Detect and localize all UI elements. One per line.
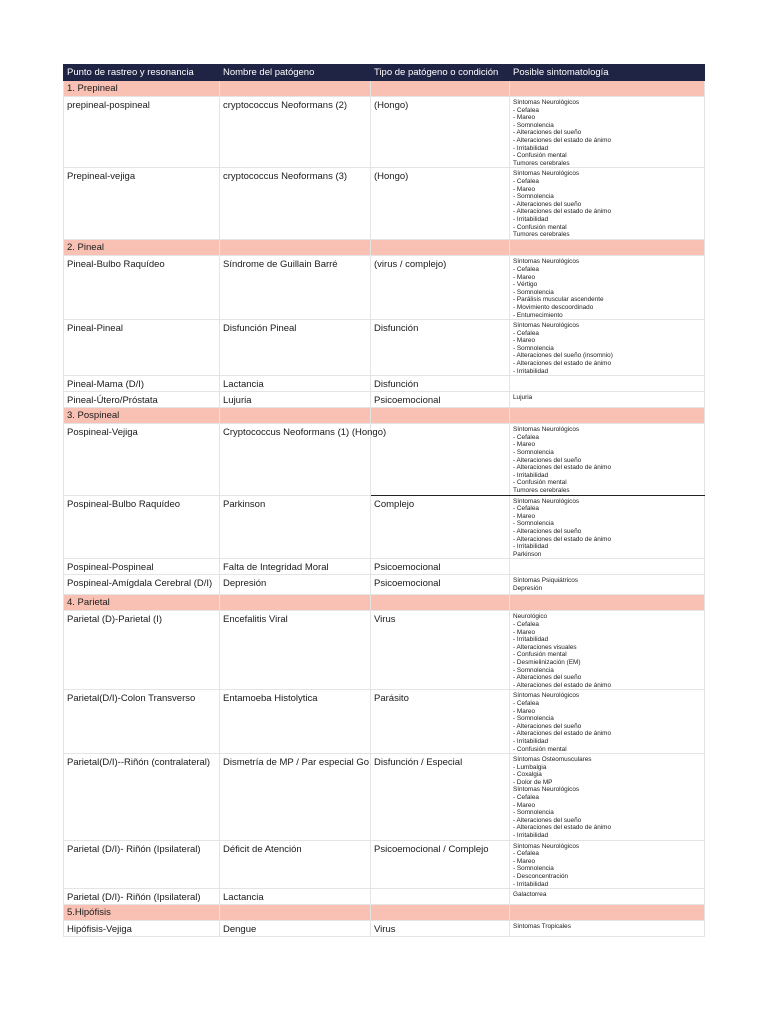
section-empty-cell bbox=[220, 408, 371, 424]
cell-nombre: Dismetría de MP / Par especial Go bbox=[220, 754, 371, 841]
cell-sintomas bbox=[510, 921, 705, 937]
cell-tipo: Psicoemocional bbox=[371, 392, 510, 408]
table-row bbox=[64, 611, 705, 690]
section-empty-cell bbox=[371, 240, 510, 256]
symptom-line: - Somnolencia bbox=[513, 344, 554, 352]
section-empty-cell bbox=[220, 81, 371, 97]
symptom-line: - Alteraciones del sueño (insomnio) bbox=[513, 352, 613, 360]
cell-tipo: (Hongo) bbox=[371, 168, 510, 240]
symptom-line: - Mareo bbox=[513, 273, 536, 281]
section-empty-cell bbox=[220, 595, 371, 611]
header-nombre: Nombre del patógeno bbox=[220, 65, 371, 81]
cell-sintomas bbox=[510, 611, 705, 690]
cell-punto: Pospineal-Bulbo Raquídeo bbox=[64, 495, 220, 559]
section-empty-cell bbox=[510, 595, 705, 611]
table-row bbox=[64, 424, 705, 495]
symptom-line: Síntomas Neurológicos bbox=[513, 426, 580, 434]
cell-sintomas bbox=[510, 559, 705, 575]
pathogen-table bbox=[63, 64, 705, 937]
symptom-line: - Alteraciones del sueño bbox=[513, 456, 582, 464]
symptom-line: - Desmielinización (EM) bbox=[513, 658, 581, 666]
cell-sintomas bbox=[510, 754, 705, 841]
symptom-line: - Alteraciones del estado de ánimo bbox=[513, 535, 612, 543]
cell-punto: Pospineal-Pospineal bbox=[64, 559, 220, 575]
symptom-line: - Somnolencia bbox=[513, 121, 554, 129]
table-row bbox=[64, 754, 705, 841]
symptom-line: Parkinson bbox=[513, 550, 542, 558]
symptom-line: - Irritabilidad bbox=[513, 367, 549, 375]
cell-nombre: cryptococcus Neoformans (2) bbox=[220, 97, 371, 168]
cell-punto: Pospineal-Vejiga bbox=[64, 424, 220, 495]
section-empty-cell bbox=[510, 240, 705, 256]
cell-nombre: cryptococcus Neoformans (3) bbox=[220, 168, 371, 240]
cell-tipo: Disfunción bbox=[371, 320, 510, 376]
symptom-line: Síntomas Neurológicos bbox=[513, 258, 580, 266]
table-row bbox=[64, 97, 705, 168]
symptom-line: - Confusión mental bbox=[513, 223, 567, 231]
cell-tipo: (Hongo) bbox=[371, 97, 510, 168]
cell-sintomas bbox=[510, 256, 705, 320]
cell-punto: Pospineal-Amígdala Cerebral (D/I) bbox=[64, 575, 220, 595]
symptom-line: - Vértigo bbox=[513, 281, 538, 289]
symptom-line: Neurológico bbox=[513, 613, 548, 621]
symptom-line: - Cefalea bbox=[513, 850, 539, 858]
table-row bbox=[64, 320, 705, 376]
cell-tipo: Psicoemocional / Complejo bbox=[371, 840, 510, 889]
cell-sintomas bbox=[510, 575, 705, 595]
symptom-line: - Irritabilidad bbox=[513, 880, 549, 888]
symptom-line: - Alteraciones del estado de ánimo bbox=[513, 464, 612, 472]
cell-nombre: Déficit de Atención bbox=[220, 840, 371, 889]
symptom-line: - Alteraciones del sueño bbox=[513, 816, 582, 824]
cell-nombre: Falta de Integridad Moral bbox=[220, 559, 371, 575]
symptom-line: Síntomas Neurológicos bbox=[513, 692, 580, 700]
cell-sintomas bbox=[510, 495, 705, 559]
symptom-line: - Somnolencia bbox=[513, 288, 554, 296]
symptom-line: - Mareo bbox=[513, 337, 536, 345]
symptom-line: - Cefalea bbox=[513, 106, 539, 114]
cell-tipo: Parásito bbox=[371, 690, 510, 754]
symptom-line: - Alteraciones del estado de ánimo bbox=[513, 730, 612, 738]
symptom-line: - Alteraciones del sueño bbox=[513, 200, 582, 208]
cell-nombre: Dengue bbox=[220, 921, 371, 937]
table-row bbox=[64, 392, 705, 408]
cell-sintomas bbox=[510, 320, 705, 376]
table-row bbox=[64, 256, 705, 320]
section-empty-cell bbox=[371, 408, 510, 424]
section-row bbox=[64, 595, 705, 611]
symptom-line: - Alteraciones del estado de ánimo bbox=[513, 681, 612, 689]
symptom-line: - Cefalea bbox=[513, 329, 539, 337]
symptom-line: - Alteraciones del estado de ánimo bbox=[513, 136, 612, 144]
cell-tipo: Complejo bbox=[371, 495, 510, 559]
symptom-line: - Cefalea bbox=[513, 265, 539, 273]
symptom-line: Síntomas Neurológicos bbox=[513, 170, 580, 178]
symptom-line: - Confusión mental bbox=[513, 745, 567, 753]
symptom-line: Síntomas Neurológicos bbox=[513, 497, 580, 505]
symptom-line: - Cefalea bbox=[513, 177, 539, 185]
symptom-line: - Cefalea bbox=[513, 505, 539, 513]
table-row bbox=[64, 559, 705, 575]
cell-punto: Prepineal-vejiga bbox=[64, 168, 220, 240]
symptom-line: - Mareo bbox=[513, 185, 536, 193]
symptom-line: Tumores cerebrales bbox=[513, 159, 570, 167]
symptom-line: - Desconcentración bbox=[513, 873, 569, 880]
section-title: 5.Hipófisis bbox=[64, 905, 220, 921]
symptom-line: - Confusión mental bbox=[513, 152, 567, 160]
cell-nombre: Cryptococcus Neoformans (1) (Hongo) bbox=[220, 424, 371, 495]
symptom-line: - Irritabilidad bbox=[513, 832, 549, 840]
cell-punto: Pineal-Pineal bbox=[64, 320, 220, 376]
header-tipo: Tipo de patógeno o condición bbox=[371, 65, 510, 81]
cell-tipo: Disfunción bbox=[371, 376, 510, 392]
cell-punto: Parietal (D/I)- Riñón (Ipsilateral) bbox=[64, 889, 220, 905]
symptom-line: Síntomas Tropicales bbox=[513, 923, 571, 931]
cell-nombre: Depresión bbox=[220, 575, 371, 595]
cell-tipo: Virus bbox=[371, 921, 510, 937]
symptom-line: - Alteraciones del estado de ánimo bbox=[513, 208, 612, 216]
symptom-line: Síntomas Neurológicos bbox=[513, 322, 580, 330]
cell-nombre: Entamoeba Histolytica bbox=[220, 690, 371, 754]
cell-sintomas bbox=[510, 889, 705, 905]
symptom-line: Tumores cerebrales bbox=[513, 231, 570, 239]
table-row bbox=[64, 376, 705, 392]
symptom-line: - Alteraciones del sueño bbox=[513, 527, 582, 535]
symptom-line: - Alteraciones del estado de ánimo bbox=[513, 360, 612, 368]
symptom-line: - Cefalea bbox=[513, 699, 539, 707]
cell-nombre: Lactancia bbox=[220, 889, 371, 905]
symptom-line: - Irritabilidad bbox=[513, 471, 549, 479]
symptom-line: - Somnolencia bbox=[513, 193, 554, 201]
symptom-line: - Somnolencia bbox=[513, 715, 554, 723]
section-empty-cell bbox=[371, 905, 510, 921]
symptom-line: Síntomas Psiquiátricos bbox=[513, 577, 578, 585]
table-row bbox=[64, 168, 705, 240]
table-row bbox=[64, 690, 705, 754]
symptom-line: - Irritabilidad bbox=[513, 144, 549, 152]
section-empty-cell bbox=[510, 81, 705, 97]
symptom-line: - Cefalea bbox=[513, 794, 539, 802]
symptom-line: - Mareo bbox=[513, 801, 536, 809]
section-empty-cell bbox=[371, 595, 510, 611]
header-punto: Punto de rastreo y resonancia bbox=[64, 65, 220, 81]
table-row bbox=[64, 921, 705, 937]
symptom-line: - Confusión mental bbox=[513, 651, 567, 659]
section-empty-cell bbox=[220, 240, 371, 256]
cell-punto: Parietal(D/I)--Riñón (contralateral) bbox=[64, 754, 220, 841]
symptom-line: - Confusión mental bbox=[513, 479, 567, 487]
symptom-line: - Somnolencia bbox=[513, 865, 554, 873]
cell-sintomas bbox=[510, 97, 705, 168]
cell-nombre: Disfunción Pineal bbox=[220, 320, 371, 376]
symptom-line: Galactorrea bbox=[513, 891, 547, 899]
cell-tipo bbox=[371, 889, 510, 905]
section-row bbox=[64, 240, 705, 256]
cell-nombre: Encefalitis Viral bbox=[220, 611, 371, 690]
symptom-line: - Somnolencia bbox=[513, 520, 554, 528]
table-row bbox=[64, 495, 705, 559]
cell-punto: Parietal (D)-Parietal (I) bbox=[64, 611, 220, 690]
symptom-line: Síntomas Osteomusculares bbox=[513, 756, 592, 764]
symptom-line: - Lumbalgia bbox=[513, 763, 547, 771]
symptom-line: - Movimiento descoordinado bbox=[513, 303, 594, 311]
table-row bbox=[64, 840, 705, 889]
symptom-line: - Irritabilidad bbox=[513, 215, 549, 223]
table-row bbox=[64, 575, 705, 595]
cell-tipo: Psicoemocional bbox=[371, 559, 510, 575]
symptom-line: - Coxalgia bbox=[513, 771, 542, 779]
symptom-line: - Mareo bbox=[513, 857, 536, 865]
cell-punto: prepineal-pospineal bbox=[64, 97, 220, 168]
section-empty-cell bbox=[220, 905, 371, 921]
section-row bbox=[64, 81, 705, 97]
header-sintomas: Posible sintomatología bbox=[510, 65, 705, 81]
symptom-line: Síntomas Neurológicos bbox=[513, 99, 580, 106]
cell-punto: Hipófisis-Vejiga bbox=[64, 921, 220, 937]
cell-nombre: Síndrome de Guillain Barré bbox=[220, 256, 371, 320]
section-row bbox=[64, 905, 705, 921]
symptom-line: - Alteraciones del sueño bbox=[513, 129, 582, 137]
section-empty-cell bbox=[371, 81, 510, 97]
symptom-line: - Mareo bbox=[513, 441, 536, 449]
cell-tipo: (virus / complejo) bbox=[371, 256, 510, 320]
symptom-line: - Mareo bbox=[513, 707, 536, 715]
cell-nombre: Parkinson bbox=[220, 495, 371, 559]
symptom-line: - Mareo bbox=[513, 114, 536, 122]
symptom-line: - Somnolencia bbox=[513, 666, 554, 674]
cell-sintomas bbox=[510, 840, 705, 889]
section-title: 1. Prepineal bbox=[64, 81, 220, 97]
table-row bbox=[64, 889, 705, 905]
section-title: 2. Pineal bbox=[64, 240, 220, 256]
symptom-line: - Dolor de MP bbox=[513, 778, 553, 786]
symptom-line: - Entumecimiento bbox=[513, 311, 563, 319]
symptom-line: Síntomas Neurológicos bbox=[513, 842, 580, 850]
symptom-line: Depresión bbox=[513, 584, 543, 592]
symptom-line: - Alteraciones del sueño bbox=[513, 722, 582, 730]
cell-sintomas bbox=[510, 424, 705, 495]
symptom-line: - Alteraciones del sueño bbox=[513, 674, 582, 682]
symptom-line: - Cefalea bbox=[513, 620, 539, 628]
cell-tipo: Virus bbox=[371, 611, 510, 690]
section-empty-cell bbox=[510, 905, 705, 921]
symptom-line: - Irritabilidad bbox=[513, 737, 549, 745]
symptom-line: - Parálisis muscular ascendente bbox=[513, 296, 604, 304]
cell-tipo bbox=[371, 424, 510, 495]
section-empty-cell bbox=[510, 408, 705, 424]
table-body bbox=[64, 81, 705, 937]
cell-punto: Parietal (D/I)- Riñón (Ipsilateral) bbox=[64, 840, 220, 889]
symptom-line: Síntomas Neurológicos bbox=[513, 786, 580, 794]
cell-nombre: Lactancia bbox=[220, 376, 371, 392]
symptom-line: - Mareo bbox=[513, 628, 536, 636]
cell-sintomas bbox=[510, 168, 705, 240]
cell-sintomas bbox=[510, 392, 705, 408]
symptom-line: - Somnolencia bbox=[513, 449, 554, 457]
cell-punto: Pineal-Útero/Próstata bbox=[64, 392, 220, 408]
symptom-line: - Mareo bbox=[513, 512, 536, 520]
symptom-line: Tumores cerebrales bbox=[513, 487, 570, 494]
cell-punto: Parietal(D/I)-Colon Transverso bbox=[64, 690, 220, 754]
cell-tipo: Psicoemocional bbox=[371, 575, 510, 595]
section-title: 3. Pospineal bbox=[64, 408, 220, 424]
symptom-line: - Cefalea bbox=[513, 433, 539, 441]
symptom-line: Lujuria bbox=[513, 394, 533, 402]
cell-nombre: Lujuria bbox=[220, 392, 371, 408]
cell-punto: Pineal-Bulbo Raquídeo bbox=[64, 256, 220, 320]
symptom-line: - Irritabilidad bbox=[513, 543, 549, 551]
section-row bbox=[64, 408, 705, 424]
cell-punto: Pineal-Mama (D/I) bbox=[64, 376, 220, 392]
cell-tipo: Disfunción / Especial bbox=[371, 754, 510, 841]
cell-sintomas bbox=[510, 690, 705, 754]
symptom-line: - Irritabilidad bbox=[513, 636, 549, 644]
symptom-line: - Somnolencia bbox=[513, 809, 554, 817]
symptom-line: - Alteraciones del estado de ánimo bbox=[513, 824, 612, 832]
symptom-line: - Alteraciones visuales bbox=[513, 643, 577, 651]
cell-sintomas bbox=[510, 376, 705, 392]
table-header-row bbox=[64, 65, 705, 81]
section-title: 4. Parietal bbox=[64, 595, 220, 611]
